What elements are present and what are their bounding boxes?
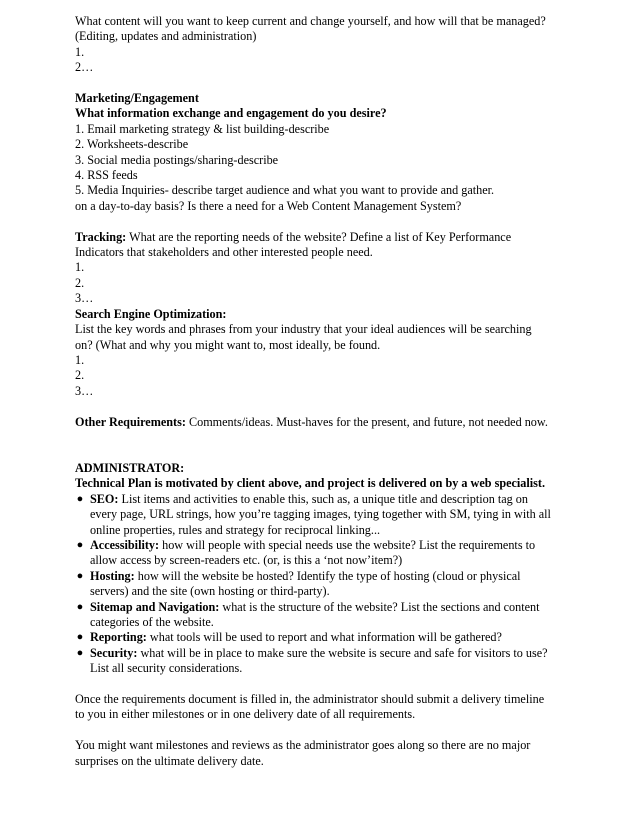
bullet-icon: ●	[76, 600, 84, 613]
content-question: What content will you want to keep current and change yourself, and how will that be managed?	[75, 14, 546, 28]
closing-paragraph-2: You might want milestones and reviews as the administrator goes along so there are no major	[75, 738, 531, 753]
seo-item-2: 2.	[75, 368, 85, 383]
marketing-item-2: 2. Worksheets-describe	[75, 137, 189, 152]
other-requirements-label: Other Requirements:	[75, 414, 186, 429]
bullet-reporting: ● Reporting: what tools will be used to report and what information will be gathered?	[76, 630, 502, 645]
seo-item-3: 3…	[75, 383, 94, 398]
closing-paragraph-1: Once the requirements document is filled in, the administrator should submit a delivery timeline	[75, 692, 545, 706]
tracking-item-3: 3…	[75, 291, 94, 306]
bullet-accessibility: ● Accessibility: how will people with special needs use the website? List the requirements to allow access by screen-readers etc. (or, is this a ‘not now’item?)	[76, 537, 536, 568]
marketing-item-1: 1. Email marketing strategy & list building-describe	[75, 121, 330, 136]
bullet-icon: ●	[76, 631, 84, 644]
bullet-hosting: ● Hosting: how will the website be hosted? Identify the type of hosting (cloud or physical servers) and the site (own hosting or third-party).	[76, 568, 521, 599]
marketing-question: What information exchange and engagement do you desire?	[75, 106, 387, 121]
admin-subheading: Technical Plan is motivated by client above, and project is delivered on by a web specialist.	[75, 476, 546, 491]
bullet-icon: ●	[76, 492, 84, 505]
tracking-paragraph-cont: Indicators that stakeholders and other interested people need.	[75, 245, 373, 260]
closing-paragraph-2-cont: surprises on the ultimate delivery date.	[75, 753, 264, 768]
bullet-icon: ●	[76, 646, 84, 659]
tracking-item-1: 1.	[75, 260, 85, 275]
bullet-security: ● Security: what will be in place to make sure the website is secure and safe for visitors to use? List all security considerations.	[76, 645, 548, 676]
seo-paragraph-cont: on? (What and why you might want to, most ideally, be found.	[75, 337, 381, 352]
marketing-closing: on a day-to-day basis? Is there a need for a Web Content Management System?	[75, 198, 462, 213]
tracking-item-2: 2.	[75, 275, 85, 290]
bullet-seo: ● SEO: List items and activities to enable this, such as, a unique title and description tag on every page, URL strings, how you’re tagging images, tying together with SM, tying in with all online properties, rules and strategy for reciprocal linking...	[76, 491, 551, 537]
closing-paragraph-1-cont: to you in either milestones or in one delivery date of all requirements.	[75, 707, 416, 722]
other-requirements: Other Requirements: Comments/ideas. Must-haves for the present, and future, not needed now.	[75, 414, 548, 429]
tracking-label: Tracking:	[75, 229, 127, 244]
marketing-heading: Marketing/Engagement	[75, 91, 199, 106]
content-item-2: 2…	[75, 60, 94, 75]
marketing-item-3: 3. Social media postings/sharing-describe	[75, 152, 279, 167]
marketing-item-4: 4. RSS feeds	[75, 168, 138, 183]
marketing-item-5: 5. Media Inquiries- describe target audience and what you want to provide and gather.	[75, 183, 495, 198]
bullet-icon: ●	[76, 538, 84, 551]
tracking-paragraph: Tracking: What are the reporting needs of the website? Define a list of Key Performance	[75, 229, 512, 244]
bullet-icon: ●	[76, 569, 84, 582]
content-item-1: 1.	[75, 44, 85, 59]
document-page	[75, 14, 575, 769]
admin-heading: ADMINISTRATOR:	[75, 460, 185, 475]
admin-bullet-list	[75, 492, 575, 677]
seo-paragraph: List the key words and phrases from your industry that your ideal audiences will be searching	[75, 322, 532, 337]
bullet-sitemap: ● Sitemap and Navigation: what is the structure of the website? List the sections and content categories of the website.	[76, 599, 540, 629]
seo-item-1: 1.	[75, 352, 85, 367]
content-note: (Editing, updates and administration)	[75, 29, 257, 44]
seo-heading: Search Engine Optimization:	[75, 306, 227, 321]
